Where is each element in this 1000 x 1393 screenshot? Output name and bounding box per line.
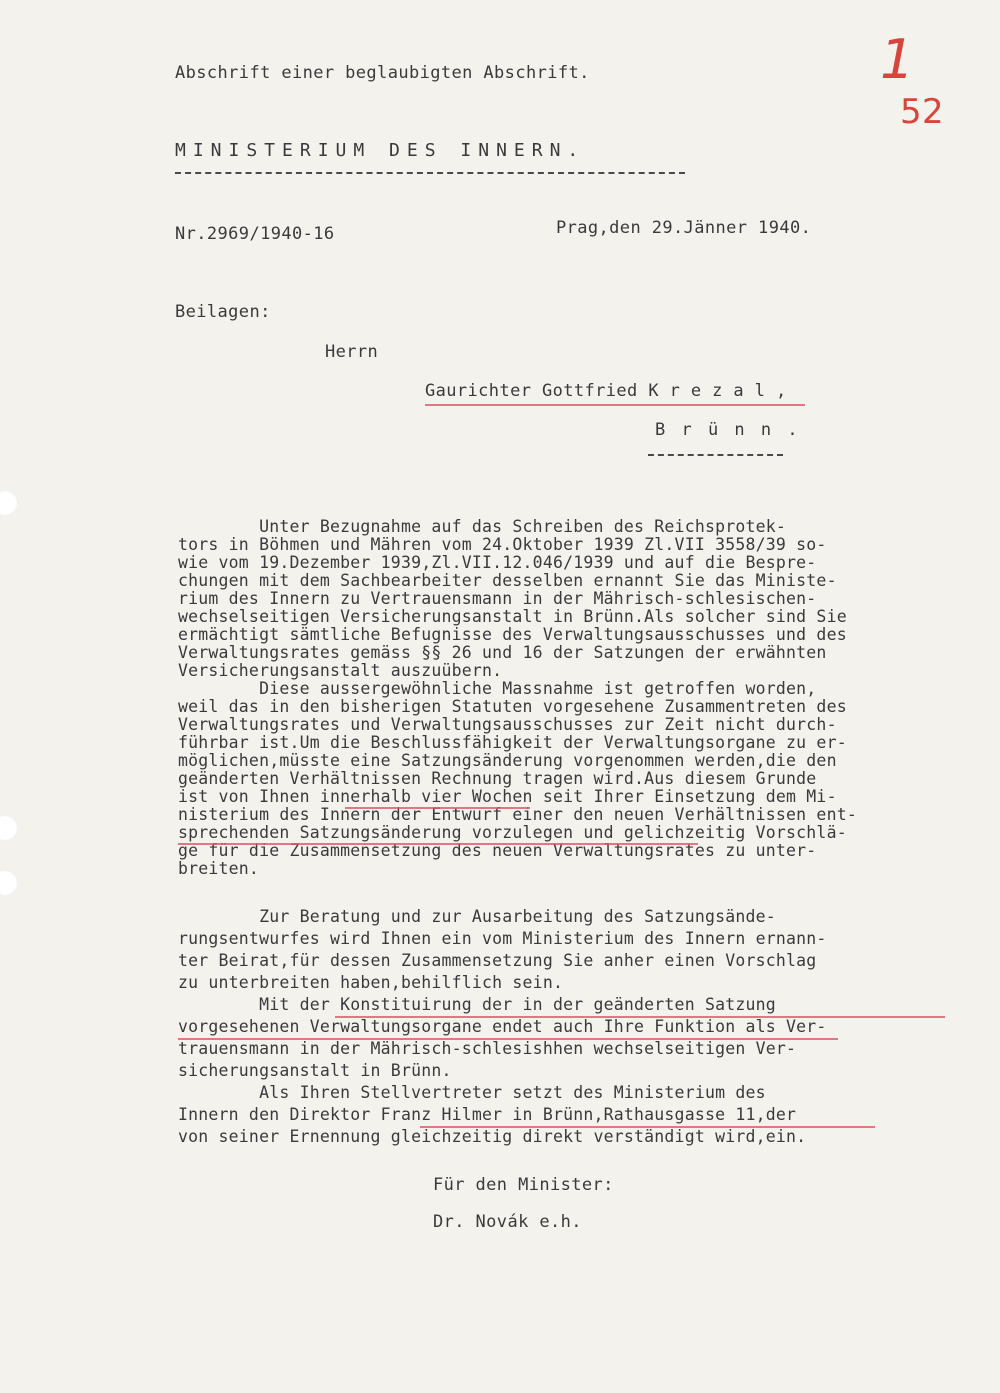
body-line: Verwaltungsrates gemäss §§ 26 und 16 der Satzungen der erwähnten	[178, 643, 827, 662]
body-line: Innern den Direktor Franz Hilmer in Brünn,Rathausgasse 11,der	[178, 1105, 797, 1124]
body-line: Mit der Konstituirung der in der geänderten Satzung	[178, 995, 776, 1014]
signature-line-1: Für den Minister:	[433, 1175, 614, 1195]
body-line: chungen mit dem Sachbearbeiter desselben ernannt Sie das Ministe-	[178, 571, 837, 590]
salutation: Herrn	[325, 342, 379, 362]
addressee-name-underline	[425, 404, 805, 406]
body-line: sprechenden Satzungsänderung vorzulegen und gelichzeitig Vorschlä-	[178, 823, 847, 842]
body-line: vorgesehenen Verwaltungsorgane endet auch Ihre Funktion als Ver-	[178, 1017, 827, 1036]
addressee-city-underline	[648, 454, 783, 456]
underline-funktion	[335, 1016, 945, 1018]
punch-hole-middle	[0, 815, 18, 841]
punch-hole-top	[0, 490, 18, 516]
body-line: weil das in den bisherigen Statuten vorgesehene Zusammentreten des	[178, 697, 847, 716]
body-line: zu unterbreiten haben,behilflich sein.	[178, 973, 564, 992]
addressee-name: Gaurichter Gottfried K r e z a l ,	[425, 381, 787, 401]
page-number-annotation: 1	[880, 28, 915, 91]
addressee-city: B r ü n n .	[655, 420, 801, 440]
reference-number: Nr.2969/1940-16	[175, 224, 335, 244]
body-line: wie vom 19.Dezember 1939,Zl.VII.12.046/1939 und auf die Bespre-	[178, 553, 817, 572]
folio-annotation: 52	[900, 92, 945, 132]
body-line: wechselseitigen Versicherungsanstalt in Brünn.Als solcher sind Sie	[178, 607, 847, 626]
body-line: ge für die Zusammensetzung des neuen Verwaltungsrates zu unter-	[178, 841, 817, 860]
underline-verwaltungsorgane	[178, 1038, 838, 1040]
body-line: ter Beirat,für dessen Zusammensetzung Sie anher einen Vorschlag	[178, 951, 817, 970]
body-line: breiten.	[178, 859, 260, 878]
body-line: trauensmann in der Mährisch-schlesishhen wechselseitigen Ver-	[178, 1039, 797, 1058]
place-date: Prag,den 29.Jänner 1940.	[556, 218, 812, 238]
body-line: nisterium des Innern der Entwurf einer den neuen Verhältnissen ent-	[178, 805, 857, 824]
body-line: sicherungsanstalt in Brünn.	[178, 1061, 452, 1080]
body-line: Verwaltungsrates und Verwaltungsausschusses zur Zeit nicht durch-	[178, 715, 837, 734]
copy-note: Abschrift einer beglaubigten Abschrift.	[175, 63, 590, 83]
ministry-underline	[175, 172, 685, 174]
body-line: Diese aussergewöhnliche Massnahme ist getroffen worden,	[178, 679, 817, 698]
enclosures-label: Beilagen:	[175, 302, 271, 322]
body-line: rium des Innern zu Vertrauensmann in der Mährisch-schlesischen-	[178, 589, 817, 608]
body-line: ermächtigt sämtliche Befugnisse des Verwaltungsausschusses und des	[178, 625, 847, 644]
body-line: möglichen,müsste eine Satzungsänderung vorgenommen werden,die den	[178, 751, 837, 770]
body-line: rungsentwurfes wird Ihnen ein vom Ministerium des Innern ernann-	[178, 929, 827, 948]
body-line: tors in Böhmen und Mähren vom 24.Oktober 1939 Zl.VII 3558/39 so-	[178, 535, 827, 554]
body-line: Versicherungsanstalt auszuübern.	[178, 661, 503, 680]
underline-entwurf	[178, 843, 698, 845]
ministry-heading: MINISTERIUM DES INNERN.	[175, 140, 586, 161]
body-line: führbar ist.Um die Beschlussfähigkeit der Verwaltungsorgane zu er-	[178, 733, 847, 752]
body-line: Unter Bezugnahme auf das Schreiben des Reichsprotek-	[178, 517, 787, 536]
underline-innerhalb	[345, 807, 530, 809]
underline-hilmer	[420, 1126, 875, 1128]
body-line: von seiner Ernennung gleichzeitig direkt verständigt wird,ein.	[178, 1127, 807, 1146]
body-line: Zur Beratung und zur Ausarbeitung des Satzungsände-	[178, 907, 776, 926]
body-line: Als Ihren Stellvertreter setzt des Ministerium des	[178, 1083, 766, 1102]
signature-line-2: Dr. Novák e.h.	[433, 1212, 582, 1232]
body-line: ist von Ihnen innerhalb vier Wochen seit Ihrer Einsetzung dem Mi-	[178, 787, 837, 806]
body-line: geänderten Verhältnissen Rechnung tragen wird.Aus diesem Grunde	[178, 769, 817, 788]
punch-hole-bottom	[0, 870, 18, 896]
